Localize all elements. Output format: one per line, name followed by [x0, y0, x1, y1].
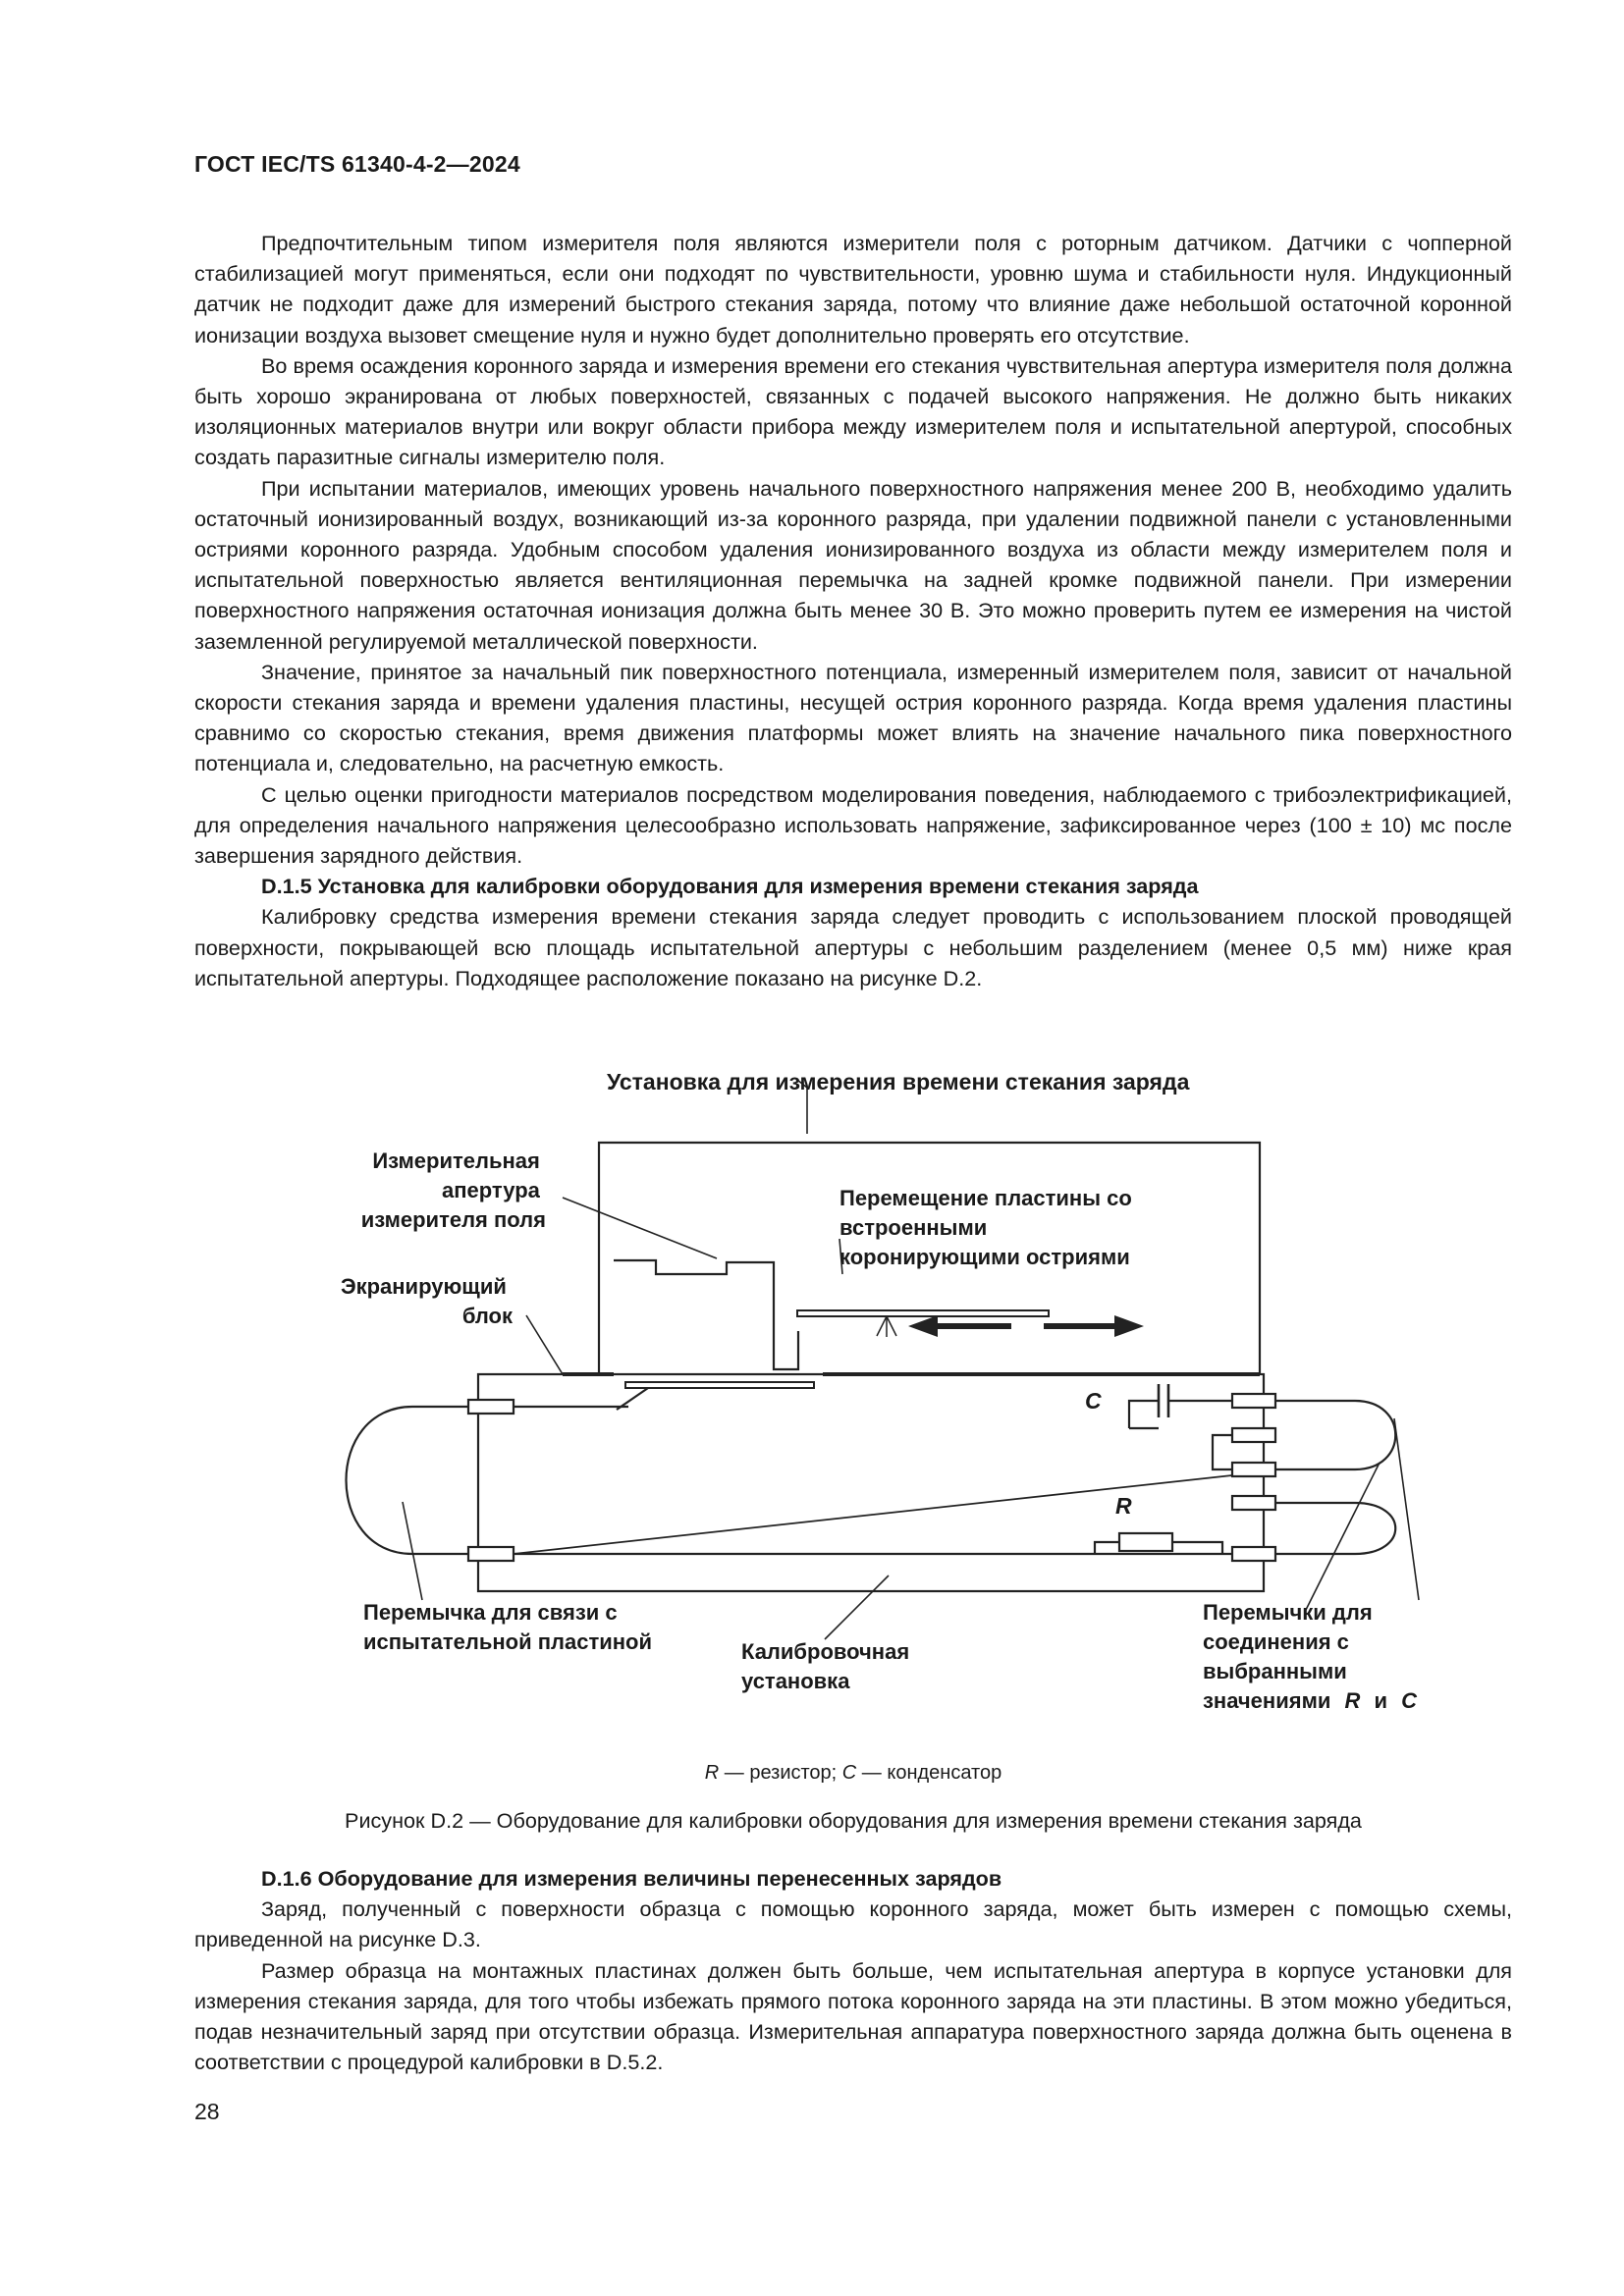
- legend-text: — резистор;: [719, 1762, 842, 1784]
- paragraph: Во время осаждения коронного заряда и измерения времени его стекания чувствительная апертура измерителя поля должна быть хорошо экранирована от любых поверхностей, связанных с подачей высокого напряжения. Не должно быть никаких изоляционных материалов внутри или вокруг области прибора между измерителем поля и испытательной апертурой, способных создать паразитные сигналы измерителю поля.: [194, 352, 1512, 470]
- label-calibration: [741, 1639, 915, 1693]
- moving-plate: [797, 1310, 1049, 1316]
- label-line: Калибровочная: [741, 1639, 910, 1664]
- calibration-plate: [625, 1382, 814, 1388]
- label-capacitor: C: [1085, 1388, 1102, 1414]
- figure-title: Установка для измерения времени стекания заряда: [607, 1069, 1190, 1095]
- paragraph: Размер образца на монтажных пластинах должен быть больше, чем испытательная апертура в корпусе установки для измерения стекания заряда, для того чтобы избежать прямого потока коронного заряда на эти пластины. В этом можно убедиться, подав незначительный заряд при отсутствии образца. Измерительная аппаратура поверхностного заряда должна быть оценена в соответствии с процедурой калибровки в D.5.2.: [194, 1957, 1512, 2075]
- leader-line: [403, 1502, 422, 1600]
- rc-jumper: [1275, 1401, 1395, 1469]
- leader-line: [526, 1315, 563, 1374]
- label-line: блок: [461, 1304, 513, 1328]
- label-aperture: [361, 1148, 546, 1232]
- label-line: Перемычка для связи с: [363, 1600, 618, 1625]
- label-line: Перемычки для: [1203, 1600, 1373, 1625]
- label-line: коронирующими остриями: [839, 1245, 1130, 1269]
- label-line: Измерительная: [372, 1148, 540, 1173]
- connector: [1232, 1428, 1275, 1442]
- connector: [468, 1400, 514, 1414]
- label-rc-and: и: [1374, 1688, 1388, 1713]
- capacitor-wire: [1129, 1401, 1232, 1428]
- label-line: испытательной пластиной: [363, 1629, 653, 1654]
- test-plate-jumper: [347, 1407, 499, 1554]
- leader-line: [563, 1198, 717, 1258]
- rc-jumper: [1275, 1503, 1395, 1554]
- paragraph: Значение, принятое за начальный пик поверхностного потенциала, измеренный измерителем поля, зависит от начальной скорости стекания заряда и времени удаления пластины, несущей острия коронного разряда. Когда время удаления пластины сравнимо со скоростью стекания, время движения платформы может влиять на значение начального пика поверхностного потенциала и, следовательно, на расчетную емкость.: [194, 659, 1512, 776]
- paragraph: Предпочтительным типом измерителя поля являются измерители поля с роторным датчиком. Датчики с чопперной стабилизацией могут применяться, если они подходят по чувствительности, уровню шума и стабильности нуля. Индукционный датчик не подходит даже для измерений быстрого стекания заряда, потому что влияние даже небольшой остаточной коронной ионизации воздуха вызовет смещение нуля и нужно будет дополнительно проверять его отсутствие.: [194, 231, 1512, 347]
- connector: [1232, 1463, 1275, 1476]
- document-header: ГОСТ IEC/TS 61340-4-2—2024: [194, 151, 520, 177]
- label-line: Экранирующий: [340, 1274, 507, 1299]
- paragraph: Заряд, полученный с поверхности образца с помощью коронного заряда, может быть измерен с помощью схемы, приведенной на рисунке D.3.: [194, 1896, 1512, 1952]
- paragraph: При испытании материалов, имеющих уровень начального поверхностного напряжения менее 200 В, необходимо удалить остаточный ионизированный воздух, возникающий из-за коронного разряда, при удалении подвижной панели с установленными остриями коронного разряда. Удобным способом удаления ионизированного воздуха из области между измерителем поля и испытательной поверхностью является вентиляционная перемычка на задней кромке подвижной панели. При измерении поверхностного напряжения остаточная ионизация должна быть менее 30 В. Это можно проверить путем ее измерения на чистой заземленной регулируемой металлической поверхности.: [194, 475, 1512, 654]
- label-line: апертура: [442, 1178, 540, 1202]
- leader-line: [825, 1575, 889, 1639]
- capacitor-icon: [1159, 1384, 1168, 1417]
- label-test-jumper: [363, 1600, 652, 1654]
- label-plate-move: [839, 1186, 1138, 1269]
- section-heading-d16: D.1.6 Оборудование для измерения величины перенесенных зарядов: [261, 1866, 1002, 1891]
- page-number: 28: [194, 2099, 220, 2124]
- paragraph: Калибровку средства измерения времени стекания заряда следует проводить с использованием плоской проводящей поверхности, покрывающей всю площадь испытательной апертуры с небольшим разделением (менее 0,5 мм) ниже края испытательной апертуры. Подходящее расположение показано на рисунке D.2.: [194, 904, 1512, 990]
- body-text-bottom: [194, 1863, 1512, 2077]
- section-heading-d15: D.1.5 Установка для калибровки оборудования для измерения времени стекания заряда: [261, 874, 1199, 899]
- label-line: установка: [741, 1669, 850, 1693]
- legend-c: C: [841, 1762, 857, 1784]
- label-rc-C: C: [1401, 1688, 1418, 1713]
- arrow-left-icon: [908, 1315, 1011, 1337]
- connector: [468, 1547, 514, 1561]
- label-line: Перемещение пластины со: [839, 1186, 1132, 1210]
- label-line: значениями: [1203, 1688, 1331, 1713]
- connector: [1232, 1547, 1275, 1561]
- label-rc-R: R: [1344, 1688, 1361, 1713]
- connector: [1232, 1496, 1275, 1510]
- corona-needle-icon: [877, 1316, 896, 1337]
- rc-jumper: [1213, 1435, 1232, 1469]
- label-rc-jumpers: [1203, 1600, 1418, 1713]
- legend-r: R: [704, 1762, 720, 1784]
- resistor-icon: [1119, 1533, 1172, 1551]
- label-line: соединения с: [1203, 1629, 1349, 1654]
- label-resistor: R: [1115, 1493, 1132, 1519]
- label-line: выбранными: [1203, 1659, 1347, 1683]
- leader-line: [1394, 1418, 1419, 1600]
- label-shield: [341, 1274, 514, 1328]
- figure-caption: Рисунок D.2 — Оборудование для калибровки оборудования для измерения времени стекания заряда: [345, 1808, 1362, 1833]
- label-line: измерителя поля: [360, 1207, 546, 1232]
- aperture-step: [614, 1260, 798, 1369]
- body-text-top: [194, 228, 1512, 993]
- paragraph: С целью оценки пригодности материалов посредством моделирования поведения, наблюдаемого с трибоэлектрификацией, для определения начального напряжения целесообразно использовать напряжение, зафиксированное через (100 ± 10) мс после завершения зарядного действия.: [194, 781, 1512, 869]
- figure-d2-diagram: [0, 1041, 1624, 1787]
- leader-line: [1306, 1463, 1380, 1610]
- legend-text: — конденсатор: [856, 1762, 1002, 1784]
- figure-legend: [194, 1762, 1512, 1785]
- connector: [1232, 1394, 1275, 1408]
- label-line: встроенными: [839, 1215, 988, 1240]
- arrow-right-icon: [1044, 1315, 1144, 1337]
